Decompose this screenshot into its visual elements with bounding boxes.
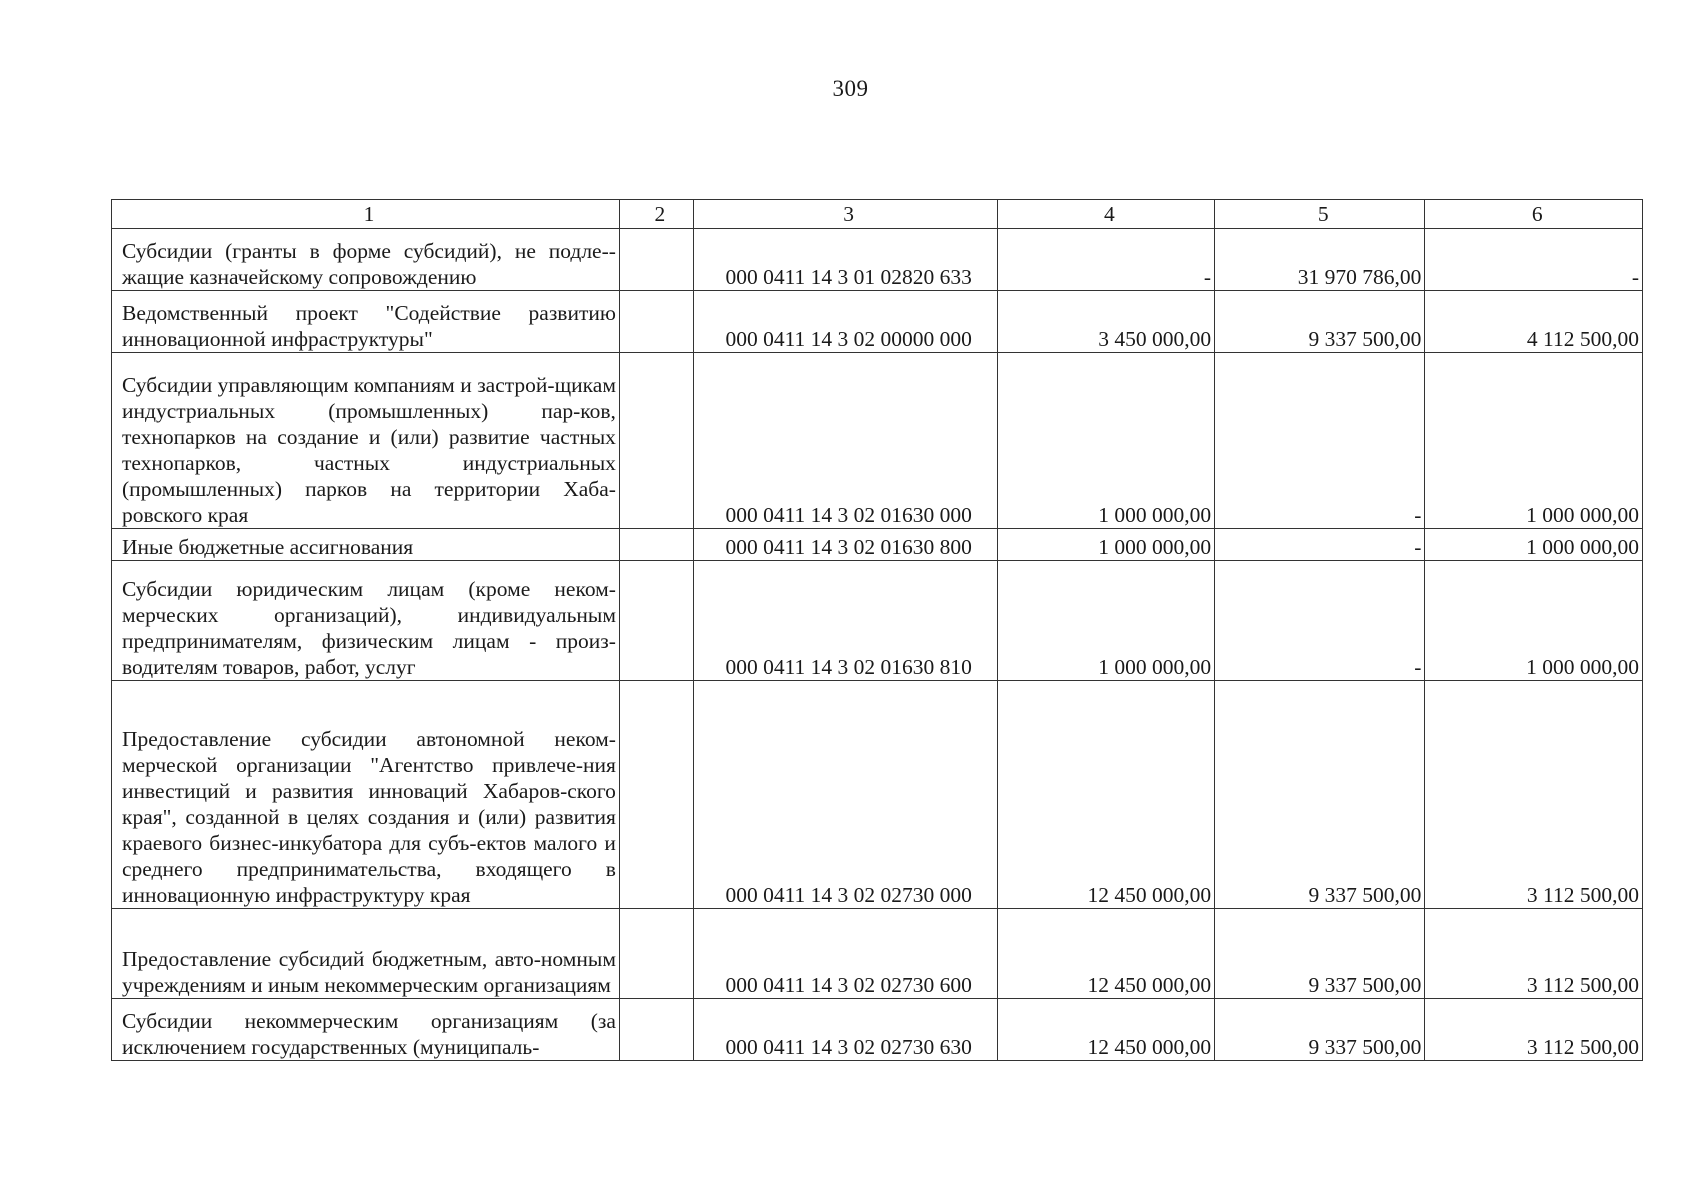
row-name: Субсидии (гранты в форме субсидий), не подле-жащие казначейскому сопровождению xyxy=(112,229,620,291)
row-value-6: 3 112 500,00 xyxy=(1425,681,1643,909)
column-header-1: 1 xyxy=(112,200,620,229)
table-row xyxy=(112,353,1643,529)
row-code: 000 0411 14 3 02 01630 800 xyxy=(693,529,997,561)
table-row xyxy=(112,291,1643,353)
row-value-6: - xyxy=(1425,229,1643,291)
row-value-5: 31 970 786,00 xyxy=(1215,229,1425,291)
table-row xyxy=(112,229,1643,291)
row-code: 000 0411 14 3 02 02730 630 xyxy=(693,999,997,1061)
row-name: Ведомственный проект "Содействие развитию инновационной инфраструктуры" xyxy=(112,291,620,353)
row-value-4: 1 000 000,00 xyxy=(997,561,1215,681)
row-value-6: 1 000 000,00 xyxy=(1425,561,1643,681)
header-row xyxy=(112,200,1643,229)
row-value-4: 3 450 000,00 xyxy=(997,291,1215,353)
row-name: Субсидии юридическим лицам (кроме неком-мерческих организаций), индивидуальным предпринимателям, физическим лицам - произ-водителям товаров, работ, услуг xyxy=(112,561,620,681)
row-code: 000 0411 14 3 02 01630 000 xyxy=(693,353,997,529)
row-value-5: 9 337 500,00 xyxy=(1215,909,1425,999)
table-row xyxy=(112,561,1643,681)
row-col2 xyxy=(619,229,693,291)
column-header-6: 6 xyxy=(1425,200,1643,229)
row-value-6: 3 112 500,00 xyxy=(1425,909,1643,999)
table-row xyxy=(112,529,1643,561)
column-header-5: 5 xyxy=(1215,200,1425,229)
row-code: 000 0411 14 3 02 02730 000 xyxy=(693,681,997,909)
row-code: 000 0411 14 3 01 02820 633 xyxy=(693,229,997,291)
row-value-5: - xyxy=(1215,353,1425,529)
column-header-4: 4 xyxy=(997,200,1215,229)
row-col2 xyxy=(619,561,693,681)
budget-table xyxy=(111,199,1643,1061)
row-value-5: 9 337 500,00 xyxy=(1215,291,1425,353)
row-value-4: 1 000 000,00 xyxy=(997,529,1215,561)
row-code: 000 0411 14 3 02 00000 000 xyxy=(693,291,997,353)
row-name: Иные бюджетные ассигнования xyxy=(112,529,620,561)
row-col2 xyxy=(619,529,693,561)
row-value-5: - xyxy=(1215,529,1425,561)
row-value-6: 1 000 000,00 xyxy=(1425,529,1643,561)
row-value-4: 12 450 000,00 xyxy=(997,681,1215,909)
row-name: Субсидии некоммерческим организациям (за исключением государственных (муниципаль- xyxy=(112,999,620,1061)
row-value-5: 9 337 500,00 xyxy=(1215,681,1425,909)
row-code: 000 0411 14 3 02 02730 600 xyxy=(693,909,997,999)
row-value-4: 12 450 000,00 xyxy=(997,999,1215,1061)
page-number: 309 xyxy=(832,76,869,101)
row-value-5: 9 337 500,00 xyxy=(1215,999,1425,1061)
row-col2 xyxy=(619,909,693,999)
column-header-2: 2 xyxy=(619,200,693,229)
row-col2 xyxy=(619,291,693,353)
row-name: Предоставление субсидий бюджетным, авто-номным учреждениям и иным некоммерческим организациям xyxy=(112,909,620,999)
row-value-4: 1 000 000,00 xyxy=(997,353,1215,529)
row-name: Предоставление субсидии автономной неком-мерческой организации "Агентство привлече-ния инвестиций и развития инноваций Хабаров-ского края", созданной в целях создания и (или) развития краевого бизнес-инкубатора для субъ-ектов малого и среднего предпринимательства, входящего в инновационную инфраструктуру края xyxy=(112,681,620,909)
row-value-5: - xyxy=(1215,561,1425,681)
row-value-4: 12 450 000,00 xyxy=(997,909,1215,999)
row-value-6: 4 112 500,00 xyxy=(1425,291,1643,353)
row-col2 xyxy=(619,353,693,529)
row-name: Субсидии управляющим компаниям и застрой-щикам индустриальных (промышленных) пар-ков, технопарков на создание и (или) развитие частных технопарков, частных индустриальных (промышленных) парков на территории Хаба-ровского края xyxy=(112,353,620,529)
column-header-3: 3 xyxy=(693,200,997,229)
table-row xyxy=(112,909,1643,999)
row-value-6: 3 112 500,00 xyxy=(1425,999,1643,1061)
row-col2 xyxy=(619,681,693,909)
row-code: 000 0411 14 3 02 01630 810 xyxy=(693,561,997,681)
table-row xyxy=(112,681,1643,909)
table-row xyxy=(112,999,1643,1061)
row-value-6: 1 000 000,00 xyxy=(1425,353,1643,529)
row-value-4: - xyxy=(997,229,1215,291)
row-col2 xyxy=(619,999,693,1061)
